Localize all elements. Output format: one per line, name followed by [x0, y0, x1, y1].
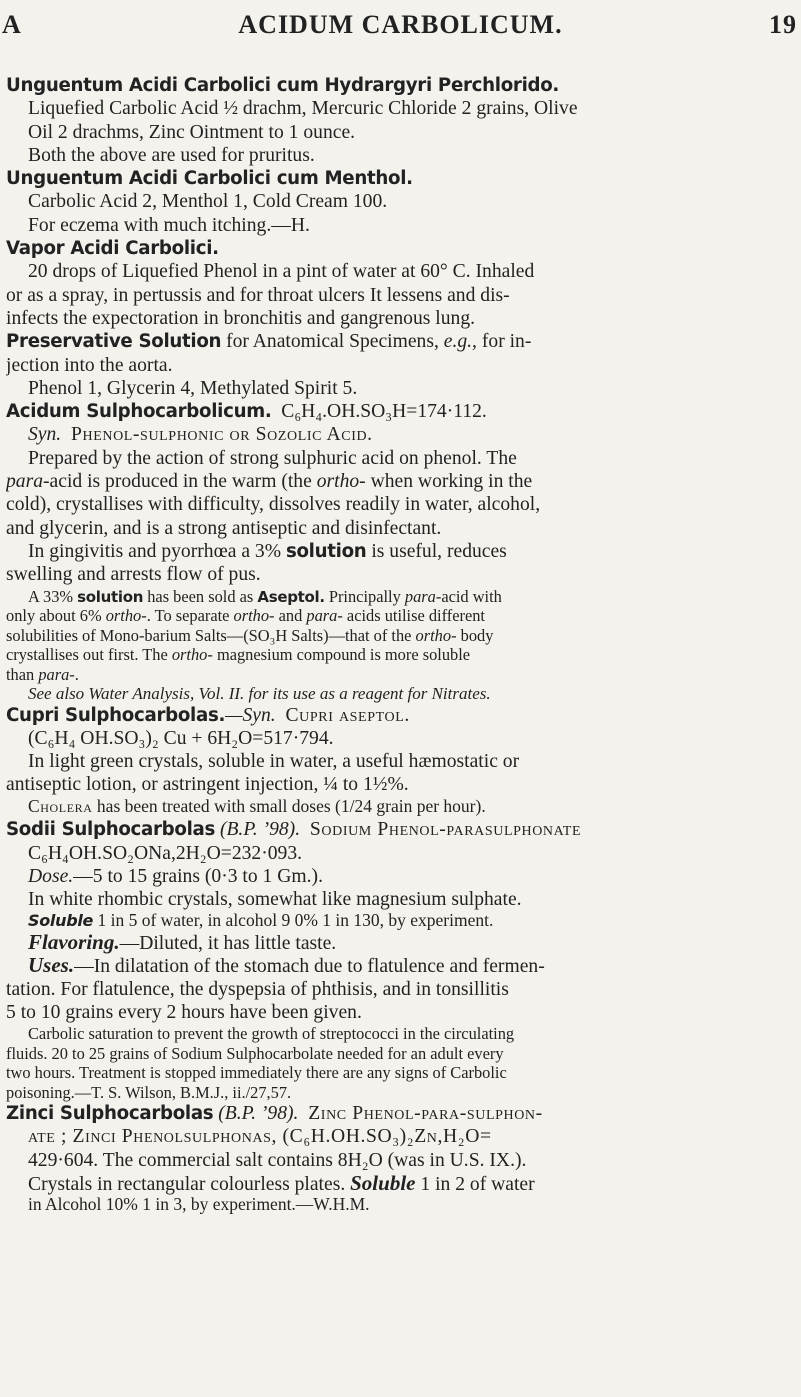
bp-ref: (B.P. ’98).	[219, 819, 301, 841]
text-run: ortho-	[233, 606, 275, 626]
text-run: ortho-	[316, 471, 366, 493]
text-line	[6, 797, 796, 817]
note-line	[6, 645, 796, 665]
text-run: crystallises out first. The	[6, 645, 172, 665]
text-line: Carbolic Acid 2, Menthol 1, Cold Cream 100.	[28, 191, 388, 213]
text-line: Prepared by the action of strong sulphuric acid on phenol. The	[28, 447, 517, 469]
text-line: swelling and arrests flow of pus.	[6, 564, 261, 586]
flavoring-label: Flavoring.	[28, 930, 120, 954]
entry-heading	[6, 330, 796, 353]
text-run: -acid is produced in the warm (the	[43, 471, 317, 493]
text-run: for Anatomical Specimens,	[221, 331, 444, 353]
chemical-formula: C₆H₄OH.SO₂ONa,2H₂O=232·093.	[28, 842, 303, 864]
text-run: acids utilise different	[342, 606, 485, 626]
text-run: .	[74, 664, 79, 684]
text-run: Sodium Phenol-parasulphonate	[309, 819, 582, 841]
running-head	[0, 6, 801, 48]
ung-perchlor-title: Unguentum Acidi Carbolici cum Hydrargyri Perchlorido.	[6, 75, 560, 96]
text-run: —Diluted, it has little taste.	[119, 932, 337, 954]
text-run: solution	[77, 587, 144, 606]
running-head-letter: A	[2, 10, 22, 39]
bp-ref: (B.P. ’98).	[218, 1103, 299, 1125]
entry-heading	[6, 400, 796, 423]
sulphocarbolicum-title: Acidum Sulphocarbolicum.	[6, 401, 272, 423]
text-line: Both the above are used for pruritus.	[28, 144, 315, 166]
entry-heading	[6, 74, 796, 97]
text-line: tation. For flatulence, the dyspepsia of phthisis, and in tonsillitis	[6, 978, 509, 1000]
text-run: only about 6%	[6, 606, 106, 626]
note-line: Carbolic saturation to prevent the growth of streptococci in the circulating	[28, 1024, 515, 1044]
text-run: A 33%	[28, 586, 78, 606]
soluble-label: Soluble	[350, 1171, 416, 1195]
uses-label: Uses.	[28, 954, 75, 978]
text-line: or as a spray, in pertussis and for throat ulcers It lessens and dis-	[6, 284, 510, 306]
chemical-formula: C₆H₄.OH.SO₃H=174·112.	[281, 401, 487, 423]
text-line: Liquefied Carbolic Acid ½ drachm, Mercuric Chloride 2 grains, Olive	[28, 98, 578, 120]
page-body	[6, 74, 796, 1215]
text-line	[6, 931, 796, 954]
preservative-title: Preservative Solution	[6, 331, 222, 353]
text-line	[6, 865, 796, 888]
text-run: 1 in 2 of water	[415, 1173, 535, 1195]
note-line	[6, 587, 796, 607]
text-run: has been sold as	[143, 586, 258, 606]
text-run: -acid with	[435, 586, 502, 606]
text-run: Zinc Phenol-para-sulphon-	[308, 1103, 543, 1125]
text-line	[6, 954, 796, 977]
text-run: solution	[285, 540, 367, 562]
text-run: Cholera	[28, 796, 93, 816]
text-line	[6, 540, 796, 563]
ung-menthol-title: Unguentum Acidi Carbolici cum Menthol.	[6, 168, 413, 190]
text-run: Principally	[324, 586, 405, 606]
note-line	[6, 606, 796, 626]
text-line: cold), crystallises with difficulty, dissolves readily in water, alcohol,	[6, 494, 541, 516]
text-line: In white rhombic crystals, somewhat like magnesium sulphate.	[28, 889, 522, 911]
text-line: 5 to 10 grains every 2 hours have been given.	[6, 1001, 362, 1023]
note-line: poisoning.—T. S. Wilson, B.M.J., ii./27,57.	[6, 1082, 292, 1102]
text-line: Oil 2 drachms, Zinc Ointment to 1 ounce.	[28, 121, 356, 143]
text-line: For eczema with much itching.—H.	[28, 214, 310, 236]
dose-value: —5 to 15 grains (0·3 to 1 Gm.).	[73, 865, 323, 887]
text-run: In gingivitis and pyorrhœa a 3%	[28, 540, 286, 562]
vapor-title: Vapor Acidi Carbolici.	[6, 238, 219, 260]
sodii-title: Sodii Sulphocarbolas	[6, 819, 216, 841]
synonym: Phenol-sulphonic or Sozolic Acid.	[71, 424, 373, 446]
text-line: 429·604. The commercial salt contains 8H₂O (was in U.S. IX.).	[28, 1149, 527, 1171]
text-line: ate ; Zinci Phenolsulphonas, (C₆H.OH.SO₃)₂Zn,H₂O=	[28, 1126, 492, 1148]
text-line: jection into the aorta.	[6, 354, 173, 376]
synonym-line	[6, 423, 796, 446]
text-run: has been treated with small doses (1/24 grain per hour).	[92, 796, 486, 816]
text-run: e.g.,	[443, 331, 477, 353]
text-run: Crystals in rectangular colourless plates.	[28, 1173, 351, 1195]
zinci-title: Zinci Sulphocarbolas	[6, 1103, 214, 1125]
page-number: 19	[769, 10, 797, 39]
entry-heading	[6, 237, 796, 260]
entry-heading	[6, 704, 796, 727]
entry-heading	[6, 167, 796, 190]
syn-label: —Syn.	[225, 704, 276, 726]
text-run: ortho-	[415, 625, 457, 645]
syn-label: Syn.	[28, 424, 62, 446]
text-run: is useful, reduces	[366, 540, 507, 562]
text-line: In light green crystals, soluble in water, a useful hæmostatic or	[28, 751, 520, 773]
text-line: 20 drops of Liquefied Phenol in a pint of water at 60° C. Inhaled	[28, 261, 535, 283]
text-line	[6, 911, 796, 931]
text-run: —In dilatation of the stomach due to flatulence and fermen-	[74, 956, 545, 978]
entry-heading	[6, 1102, 796, 1125]
text-line	[6, 470, 796, 493]
running-head-title: ACIDUM CARBOLICUM.	[238, 10, 563, 39]
text-line: Phenol 1, Glycerin 4, Methylated Spirit 5.	[28, 377, 358, 399]
note-line	[6, 665, 796, 685]
text-run: ortho-	[105, 606, 147, 626]
text-line: infects the expectoration in bronchitis and gangrenous lung.	[6, 307, 476, 329]
soluble-label: Soluble	[28, 911, 94, 931]
dose-label: Dose.	[28, 865, 74, 887]
text-line: in Alcohol 10% 1 in 3, by experiment.—W.H.M.	[28, 1195, 370, 1215]
text-line: and glycerin, and is a strong antiseptic and disinfectant.	[6, 517, 442, 539]
cupri-title: Cupri Sulphocarbolas.	[6, 704, 226, 726]
text-run: body	[456, 625, 494, 645]
note-line	[6, 626, 796, 646]
see-also-note: See also Water Analysis, Vol. II. for its use as a reagent for Nitrates.	[28, 684, 491, 704]
entry-heading	[6, 818, 796, 841]
text-line	[6, 1172, 796, 1195]
note-line: two hours. Treatment is stopped immediately there are any signs of Carbolic	[6, 1063, 507, 1083]
chemical-formula: (C₆H₄ OH.SO₃)₂ Cu + 6H₂O=517·794.	[28, 727, 334, 749]
text-run: . To separate	[146, 606, 234, 626]
text-line: antiseptic lotion, or astringent injection, ¼ to 1½%.	[6, 774, 409, 796]
text-run: than	[6, 664, 39, 684]
synonym: Cupri aseptol.	[285, 704, 410, 726]
text-run: when working in the	[365, 471, 533, 493]
text-run: para	[6, 471, 44, 493]
text-run: magnesium compound is more soluble	[212, 645, 471, 665]
text-run: 1 in 5 of water, in alcohol 9 0% 1 in 130, by experiment.	[93, 911, 494, 931]
text-run: solubilities of Mono-barium Salts—(SO₃H Salts)—that of the	[6, 625, 416, 645]
text-run: and	[274, 606, 307, 626]
text-run: para-	[38, 664, 75, 684]
text-run: for in-	[476, 331, 532, 353]
text-run: Aseptol.	[257, 587, 325, 606]
note-line: fluids. 20 to 25 grains of Sodium Sulphocarbolate needed for an adult every	[6, 1043, 504, 1063]
text-run: para-	[306, 606, 343, 626]
text-run: para	[404, 586, 436, 606]
text-run: ortho-	[171, 645, 213, 665]
